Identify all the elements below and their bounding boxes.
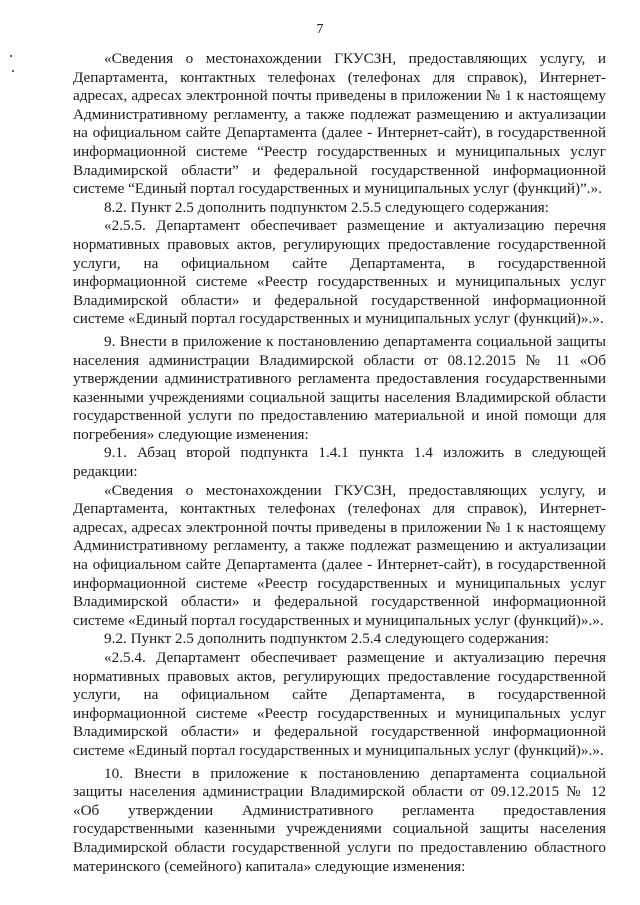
- paragraph-9-1: 9.1. Абзац второй подпункта 1.4.1 пункта 1.4 изложить в следующей редакции:: [73, 444, 606, 481]
- page-number: 7: [316, 22, 324, 37]
- paragraph-10: 10. Внести в приложение к постановлению департамента социальной защиты населения администрации Владимирской области от 09.12.2015 № 12 «Об утверждении Административного регламента предоставления государственными казенными учреждениями социальной защиты населения Владимирской области государственной услуги по предоставлению областного материнского (семейного) капитала» следующие изменения:: [73, 764, 606, 875]
- paragraph-9-2: 9.2. Пункт 2.5 дополнить подпунктом 2.5.4 следующего содержания:: [104, 630, 549, 648]
- paragraph-location-info-2: «Сведения о местонахождении ГКУСЗН, предоставляющих услугу, и Департамента, контактных телефонах (телефонах для справок), Интернет-адресах, адресах электронной почты приведены в приложении № 1 к настоящему Административному регламенту, а также подлежат размещению и актуализации на официальном сайте Департамента (далее - Интернет-сайт), в государственной информационной системе «Реестр государственных и муниципальных услуг Владимирской области» и федеральной государственной информационной системе «Единый портал государственных и муниципальных услуг (функций)».».: [73, 481, 606, 629]
- paragraph-2-5-4: «2.5.4. Департамент обеспечивает размещение и актуализацию перечня нормативных правовых актов, регулирующих предоставление государственной услуги, на официальном сайте Департамента, в государственной информационной системе «Реестр государственных и муниципальных услуг Владимирской области» и федеральной государственной информационной системе «Единый портал государственных и муниципальных услуг (функций)».».: [73, 649, 606, 759]
- paragraph-9: 9. Внести в приложение к постановлению департамента социальной защиты населения администрации Владимирской области от 08.12.2015 № 11 «Об утверждении административного регламента предоставления государственными казенными учреждениями социальной защиты населения Владимирской области государственной услуги по предоставлению материальной и иной помощи для погребения» следующие изменения:: [73, 332, 606, 443]
- paragraph-location-info: «Сведения о местонахождении ГКУСЗН, предоставляющих услугу, и Департамента, контактных телефонах (телефонах для справок), Интернет-адресах, адресах электронной почты приведены в приложении № 1 к настоящему Административному регламенту, а также подлежат размещению и актуализации на официальном сайте Департамента (далее - Интернет-сайт), в государственной информационной системе “Реестр государственных и муниципальных услуг Владимирской области” и федеральной государственной информационной системе “Единый портал государственных и муниципальных услуг (функций)”.».: [73, 50, 606, 198]
- scan-speck: [12, 70, 14, 72]
- paragraph-2-5-5: «2.5.5. Департамент обеспечивает размещение и актуализацию перечня нормативных правовых актов, регулирующих предоставление государственной услуги, на официальном сайте Департамента, в государственной информационной системе «Реестр государственных и муниципальных услуг Владимирской области» и федеральной государственной информационной системе «Единый портал государственных и муниципальных услуг (функций)».».: [73, 217, 606, 328]
- paragraph-8-2: 8.2. Пункт 2.5 дополнить подпунктом 2.5.5 следующего содержания:: [104, 198, 549, 216]
- scan-speck: [10, 55, 12, 57]
